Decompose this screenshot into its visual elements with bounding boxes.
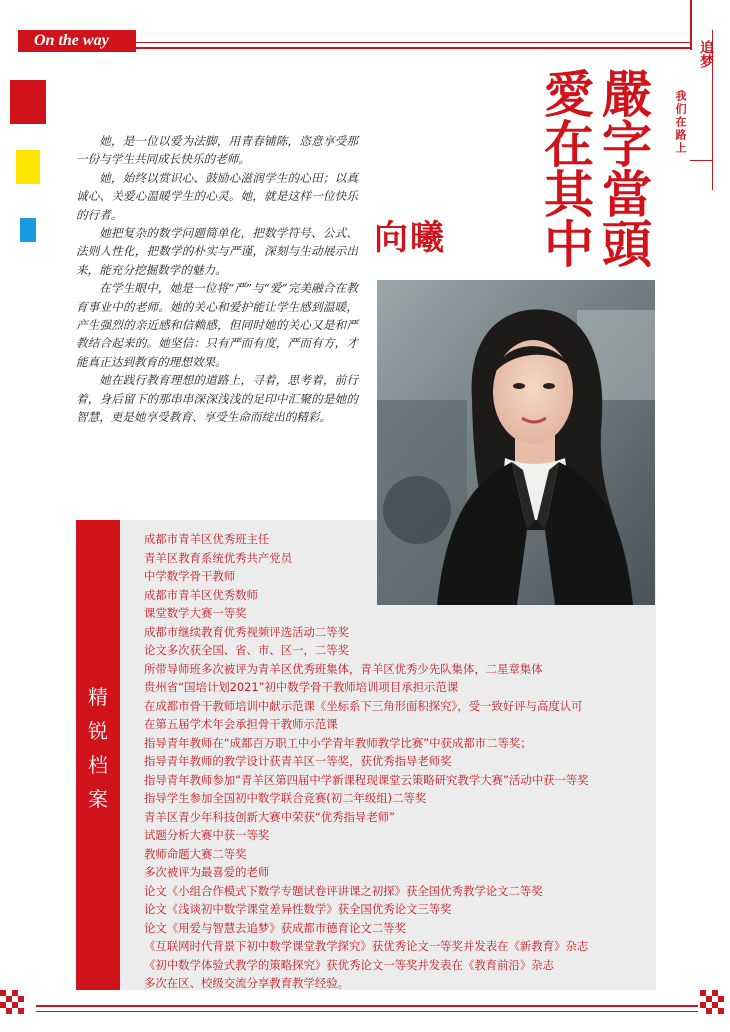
- archive-item: 多次被评为最喜爱的老师: [144, 865, 270, 879]
- archive-item: 论文《浅谈初中数学课堂差异性数学》获全国优秀论文三等奖: [144, 902, 452, 916]
- decor-square-blue: [20, 218, 36, 242]
- header-rule-thin: [136, 42, 692, 43]
- corner-pattern-left: [0, 990, 26, 1016]
- archive-item: 指导青年教师在“成都百万职工中小学青年教师教学比赛”中获成都市二等奖；: [144, 735, 532, 750]
- bio-paragraph: 她把复杂的数学问题简单化，把数学符号、公式、法则人性化，把数学的朴实与严谨，深刻与生动展示出来，能充分挖掘数学的魅力。: [76, 226, 358, 277]
- archive-item: 课堂数学大赛一等奖: [144, 606, 247, 620]
- bio-paragraph: 在学生眼中，她是一位将“严”与“爱”完美融合在教育事业中的老师。她的关心和爱护能让学生感到温暖，产生强烈的亲近感和信赖感，但同时她的关心又是和严教结合起来的。她坚信：只有严而有度，严而有方，才能真正达到教育的理想效果。: [76, 281, 358, 369]
- bio-paragraph: 她，始终以赏识心、鼓励心滋润学生的心田；以真诚心、关爱心温暖学生的心灵。她，就是这样一位快乐的行者。: [76, 170, 358, 222]
- right-rule: [690, 0, 692, 50]
- archive-label: [76, 680, 120, 816]
- decor-square-yellow: [16, 150, 40, 184]
- archive-item: 成都市继续教育优秀视频评选活动二等奖: [144, 624, 350, 639]
- archive-item: 在成都市骨干教师培训中献示范课《坐标系下三角形面积探究》，受一致好评与高度认可: [144, 698, 583, 713]
- archive-item: 教师命题大赛二等奖: [144, 846, 247, 861]
- archive-item: 在第五届学术年会承担骨干教师示范课: [144, 717, 338, 731]
- archive-item: 多次在区、校级交流分享教育教学经验。: [144, 976, 350, 990]
- archive-item: 青羊区青少年科技创新大赛中荣获“优秀指导老师”: [144, 809, 396, 824]
- portrait-photo: [377, 280, 655, 605]
- archive-item: 指导青年教师参加“青羊区第四届中学新课程现课堂云策略研究教学大赛”活动中获一等奖: [144, 772, 589, 787]
- archive-item: 指导青年教师的教学设计获青羊区一等奖，获优秀指导老师奖: [144, 754, 452, 768]
- footer-rule: [36, 1005, 698, 1007]
- bio-text: [76, 132, 358, 427]
- portrait-illustration: [377, 280, 655, 605]
- archive-item: 试题分析大赛中获一等奖: [144, 828, 270, 842]
- title-line-2: 愛在其中: [536, 68, 595, 268]
- archive-item: 《初中数学体验式教学的策略探究》获优秀论文一等奖并发表在《教育前沿》杂志: [144, 957, 555, 972]
- right-rule-hook: [690, 160, 712, 161]
- archive-item: 指导学生参加全国初中数学联合竞赛(初二年级组)二等奖: [144, 791, 427, 805]
- decor-square-red: [10, 80, 46, 124]
- archive-item: 中学数学骨干教师: [144, 569, 236, 583]
- archive-item: 论文《用爱与智慧去追梦》获成都市德育论文二等奖: [144, 920, 406, 935]
- archive-item: 论文《小组合作模式下数学专题试卷评讲课之初探》获全国优秀教学论文二等奖: [144, 883, 543, 898]
- archive-item: 论文多次获全国、省、市、区一，二等奖: [144, 643, 350, 657]
- archive-item: 贵州省“国培计划2021”初中数学骨干教师培训项目承担示范课: [144, 680, 459, 694]
- archive-item: 《互联网时代背景下初中数学课堂教学探究》获优秀论文一等奖并发表在《新教育》杂志: [144, 939, 589, 953]
- teacher-name: 向曦: [374, 218, 446, 258]
- side-label-main: 追梦: [698, 40, 714, 68]
- archive-item: 成都市青羊区优秀班主任: [144, 532, 270, 546]
- header-banner: On the way: [18, 30, 136, 52]
- archive-label-char: 精锐档案: [88, 685, 108, 811]
- title-line-1: 嚴字當頭: [594, 68, 653, 268]
- archive-item: 青羊区教育系统优秀共产党员: [144, 550, 293, 565]
- footer-rule-thin: [36, 1011, 698, 1012]
- header-rule: [136, 47, 692, 49]
- bio-paragraph: 她，是一位以爱为法脚，用青春铺陈，恣意享受那一份与学生共同成长快乐的老师。: [76, 134, 358, 167]
- archive-item: 成都市青羊区优秀数师: [144, 587, 258, 602]
- side-label-sub: 我们在路上: [674, 90, 687, 155]
- bio-paragraph: 她在践行教育理想的道路上，寻着，思考着，前行着，身后留下的那串串深深浅浅的足印中汇聚的是她的智慧，更是她享受教育、享受生命而绽出的精彩。: [76, 373, 358, 425]
- corner-pattern-right: [700, 990, 726, 1016]
- archive-item: 所带导师班多次被评为青羊区优秀班集体，青羊区优秀少先队集体，二星章集体: [144, 661, 543, 676]
